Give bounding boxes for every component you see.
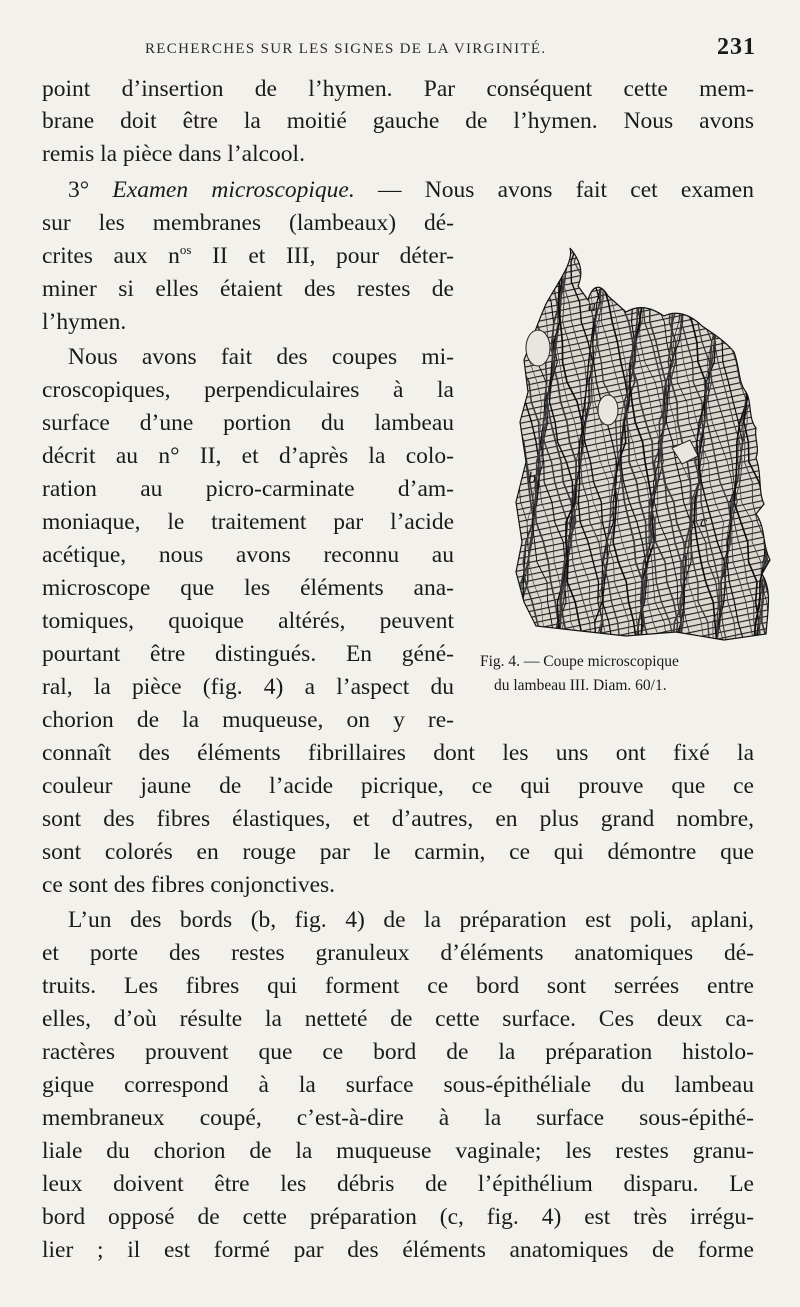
text-line: elles, d’où résulte la netteté de cette surface. Ces deux ca- bbox=[42, 1006, 754, 1032]
text-line: truits. Les fibres qui forment ce bord sont serrées entre bbox=[42, 973, 754, 999]
text-line: acétique, nous avons reconnu au bbox=[42, 542, 454, 568]
microscopic-section-figure bbox=[476, 242, 776, 652]
text-line: remis la pièce dans l’alcool. bbox=[42, 141, 305, 167]
text-line: bord opposé de cette préparation (c, fig. 4) est très irrégu- bbox=[42, 1204, 754, 1230]
text-line: Nous avons fait des coupes mi- bbox=[68, 344, 454, 370]
text-line: lier ; il est formé par des éléments anatomiques de forme bbox=[42, 1237, 754, 1263]
text-line: et porte des restes granuleux d’éléments anatomiques dé- bbox=[42, 940, 754, 966]
text-line: brane doit être la moitié gauche de l’hymen. Nous avons bbox=[42, 108, 754, 134]
text-line: ration au picro-carminate d’am- bbox=[42, 476, 454, 502]
text-line: sont des fibres élastiques, et d’autres, en plus grand nombre, bbox=[42, 806, 754, 832]
text-line: croscopiques, perpendiculaires à la bbox=[42, 377, 454, 403]
text-line: décrit au n° II, et d’après la colo- bbox=[42, 443, 454, 469]
text-line: pourtant être distingués. En géné- bbox=[42, 641, 454, 667]
section-number: 3° bbox=[68, 177, 113, 203]
text-line: sur les membranes (lambeaux) dé- bbox=[42, 210, 454, 236]
figure-label-b: b bbox=[528, 470, 536, 487]
text-line: sont colorés en rouge par le carmin, ce qui démontre que bbox=[42, 839, 754, 865]
figure-label-c: c bbox=[700, 514, 708, 531]
text-line: tomiques, quoique altérés, peuvent bbox=[42, 608, 454, 634]
section-lead-text: — Nous avons fait cet examen bbox=[354, 177, 754, 203]
running-title: RECHERCHES SUR LES SIGNES DE LA VIRGINITÉ. bbox=[145, 41, 547, 57]
text-line: crites aux $n^{os}$ II et III, pour déter- bbox=[42, 242, 454, 269]
caption-line-1: Fig. 4. — Coupe microscopique bbox=[480, 653, 679, 670]
text-line: surface d’une portion du lambeau bbox=[42, 410, 454, 436]
text-line: point d’insertion de l’hymen. Par conséquent cette mem- bbox=[42, 76, 754, 102]
text-line: ce sont des fibres conjonctives. bbox=[42, 872, 336, 898]
text-line: gique correspond à la surface sous-épithéliale du lambeau bbox=[42, 1072, 754, 1098]
section-heading-line bbox=[42, 174, 754, 206]
text-line: l’hymen. bbox=[42, 309, 127, 335]
section-title: Examen microscopique. bbox=[112, 177, 355, 203]
running-head bbox=[40, 36, 756, 66]
text-line: liale du chorion de la muqueuse vaginale; les restes granu- bbox=[42, 1138, 754, 1164]
text-line: couleur jaune de l’acide picrique, ce qui prouve que ce bbox=[42, 773, 754, 799]
text-line: moniaque, le traitement par l’acide bbox=[42, 509, 454, 535]
figure-label-a: a bbox=[588, 298, 596, 315]
page-number: 231 bbox=[717, 34, 756, 60]
text-line: connaît des éléments fibrillaires dont les uns ont fixé la bbox=[42, 740, 754, 766]
text-line: chorion de la muqueuse, on y re- bbox=[42, 707, 454, 733]
text-line: leux doivent être les débris de l’épithélium disparu. Le bbox=[42, 1171, 754, 1197]
text-line: L’un des bords (b, fig. 4) de la préparation est poli, aplani, bbox=[68, 907, 754, 933]
text-line: ral, la pièce (fig. 4) a l’aspect du bbox=[42, 674, 454, 700]
fiber-engraving-illustration bbox=[476, 242, 776, 652]
text-line: membraneux coupé, c’est-à-dire à la surface sous-épithé- bbox=[42, 1105, 754, 1131]
text-line: microscope que les éléments ana- bbox=[42, 575, 454, 601]
text-line: ractères prouvent que ce bord de la préparation histolo- bbox=[42, 1039, 754, 1065]
text-line: miner si elles étaient des restes de bbox=[42, 276, 454, 302]
caption-line-2: du lambeau III. Diam. 60/1. bbox=[494, 677, 667, 694]
